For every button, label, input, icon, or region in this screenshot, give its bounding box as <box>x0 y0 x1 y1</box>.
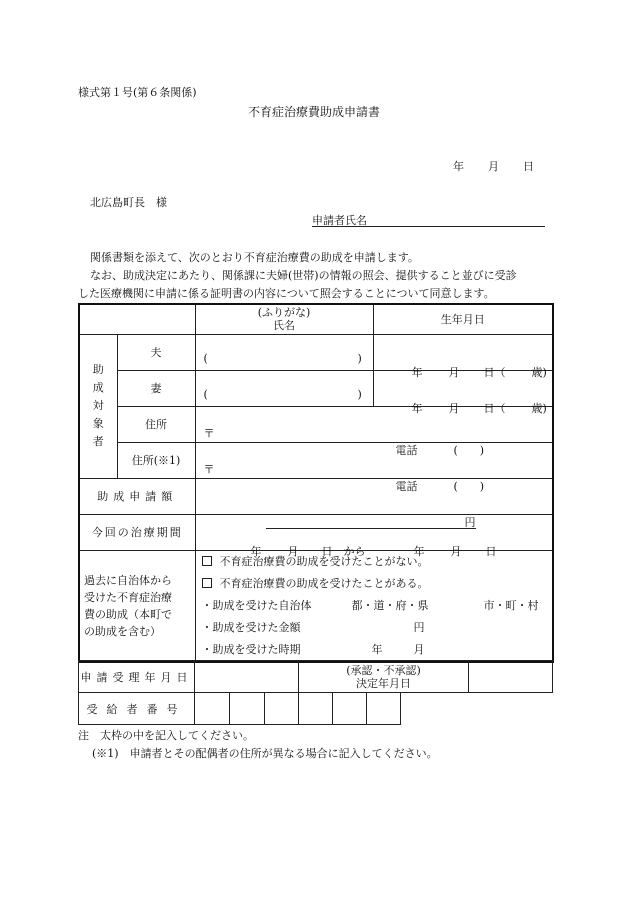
header-row <box>79 304 553 334</box>
yen-label: 円 <box>464 516 476 529</box>
period-day-2: 日 <box>485 545 497 558</box>
period-day-1: 日 <box>321 545 333 558</box>
recipient-digit-6[interactable] <box>367 693 401 725</box>
received-label: 申請受理年月日 <box>79 661 195 693</box>
address-row <box>79 406 553 442</box>
past-time-line[interactable] <box>202 639 553 661</box>
birth-year-label: 年 <box>411 366 423 379</box>
recipient-blank <box>401 693 553 725</box>
postal-mark: 〒 <box>203 463 215 476</box>
office-use-table <box>78 660 553 725</box>
past-amount-yen: 円 <box>413 620 425 634</box>
period-from: から <box>343 545 366 558</box>
target-char-4: 象 <box>92 417 104 430</box>
birth-day-label: 日（ <box>483 366 506 379</box>
furigana-label: (ふりがな) <box>257 306 311 320</box>
paragraph-1: 関係書類を添えて、次のとおり不育症治療費の助成を申請します。 <box>90 251 419 264</box>
past-label-line-2: 受けた不育症治療 <box>84 590 172 604</box>
paren-close: ) <box>357 388 362 401</box>
form-number: 様式第１号(第６条関係) <box>78 86 197 99</box>
checkbox-icon[interactable] <box>202 556 212 566</box>
past-aid-row <box>79 550 553 662</box>
past-time-year: 年 <box>371 642 383 656</box>
husband-birthdate-field[interactable] <box>373 334 553 379</box>
phone-paren: ( ) <box>453 480 485 493</box>
birth-month-label: 月 <box>448 366 460 379</box>
phone-label: 電話 <box>395 480 418 493</box>
name-header-cell <box>195 304 373 334</box>
date-day-label: 日 <box>523 160 534 173</box>
option-no-aid[interactable] <box>202 551 553 573</box>
past-pref-label: 都・道・府・県 <box>351 598 429 612</box>
recipient-digit-1[interactable] <box>195 693 230 725</box>
husband-row <box>79 334 553 370</box>
wife-birthdate-field[interactable] <box>373 370 553 415</box>
past-label-line-3: 費の助成（本町で <box>84 607 172 621</box>
past-aid-field <box>195 550 553 662</box>
paragraph-2-line-1: なお、助成決定にあたり、関係課に夫婦(世帯)の情報の照会、提供すること並びに受診 <box>90 269 517 282</box>
past-municipality-line[interactable] <box>202 595 553 617</box>
header-empty-cell <box>79 304 195 334</box>
decision-line-1: (承認・不承認) <box>346 663 421 677</box>
paren-open: ( <box>203 352 208 365</box>
paragraph-2-line-2: した医療機関に申請に係る証明書の内容について照会することについて同意します。 <box>78 287 495 300</box>
birth-day-label: 日（ <box>483 402 506 415</box>
birth-year-label: 年 <box>411 402 423 415</box>
recipient-digit-5[interactable] <box>333 693 367 725</box>
recipient-label: 受給者番号 <box>79 693 195 725</box>
name-label: 氏名 <box>273 319 295 333</box>
amount-underline <box>266 514 476 529</box>
period-year-2: 年 <box>413 545 425 558</box>
amount-label: 助成申請額 <box>79 478 195 514</box>
past-time-label: ・助成を受けた時期 <box>201 642 301 656</box>
form-title: 不育症治療費助成申請書 <box>248 105 381 119</box>
application-table <box>78 303 554 663</box>
period-year-1: 年 <box>250 545 262 558</box>
husband-label: 夫 <box>117 334 195 370</box>
period-label: 今回の治療期間 <box>79 514 195 550</box>
postal-mark: 〒 <box>203 427 215 440</box>
phone-label: 電話 <box>395 444 418 457</box>
decision-date-label <box>299 661 469 693</box>
husband-name-field[interactable] <box>195 334 373 370</box>
past-label-line-1: 過去に自治体から <box>84 573 172 587</box>
past-amount-label: ・助成を受けた金額 <box>201 620 301 634</box>
paren-close: ) <box>357 352 362 365</box>
date-year-label: 年 <box>453 160 464 173</box>
paren-open: ( <box>203 388 208 401</box>
target-char-2: 成 <box>92 381 104 394</box>
address-label: 住所 <box>117 406 195 442</box>
note-1: 注 太枠の中を記入してください。 <box>78 729 254 742</box>
wife-name-field[interactable] <box>195 370 373 406</box>
option-no-aid-label: 不育症治療費の助成を受けたことがない。 <box>219 554 429 568</box>
past-amount-line[interactable] <box>202 617 553 639</box>
past-label-line-4: の助成を含む） <box>84 624 161 638</box>
recipient-row <box>79 693 553 725</box>
note-2: (※1) 申請者とその配偶者の住所が異なる場合に記入してください。 <box>92 747 438 760</box>
recipient-digit-3[interactable] <box>265 693 299 725</box>
date-month-label: 月 <box>488 160 499 173</box>
wife-row <box>79 370 553 406</box>
option-had-aid-label: 不育症治療費の助成を受けたことがある。 <box>219 576 429 590</box>
period-month-2: 月 <box>450 545 462 558</box>
target-char-1: 助 <box>92 363 104 376</box>
option-had-aid[interactable] <box>202 573 553 595</box>
age-label: 歳) <box>531 366 547 379</box>
past-municipality-label: ・助成を受けた自治体 <box>201 598 312 612</box>
target-char-5: 者 <box>92 435 104 448</box>
received-row <box>79 661 553 693</box>
period-month-1: 月 <box>287 545 299 558</box>
decision-line-2: 決定年月日 <box>356 676 412 690</box>
applicant-name-label: 申請者氏名 <box>312 214 367 227</box>
target-char-3: 対 <box>92 399 104 412</box>
amount-field[interactable] <box>195 478 553 529</box>
recipient-digit-2[interactable] <box>230 693 265 725</box>
past-time-month: 月 <box>413 642 425 656</box>
address2-label: 住所(※1) <box>117 442 195 478</box>
target-person-label <box>79 334 117 478</box>
wife-label: 妻 <box>117 370 195 406</box>
phone-paren: ( ) <box>453 444 485 457</box>
recipient-digit-4[interactable] <box>299 693 333 725</box>
address2-field[interactable] <box>195 442 553 493</box>
addressee: 北広島町長 様 <box>90 196 167 209</box>
age-label: 歳) <box>531 402 547 415</box>
past-city-label: 市・町・村 <box>483 598 539 612</box>
past-aid-label <box>79 550 195 662</box>
applicant-name-field[interactable] <box>312 212 545 227</box>
decision-date-field[interactable] <box>469 661 553 693</box>
checkbox-icon[interactable] <box>202 578 212 588</box>
birthdate-header: 生年月日 <box>373 304 553 334</box>
birth-month-label: 月 <box>448 402 460 415</box>
received-date-field[interactable] <box>195 661 299 693</box>
